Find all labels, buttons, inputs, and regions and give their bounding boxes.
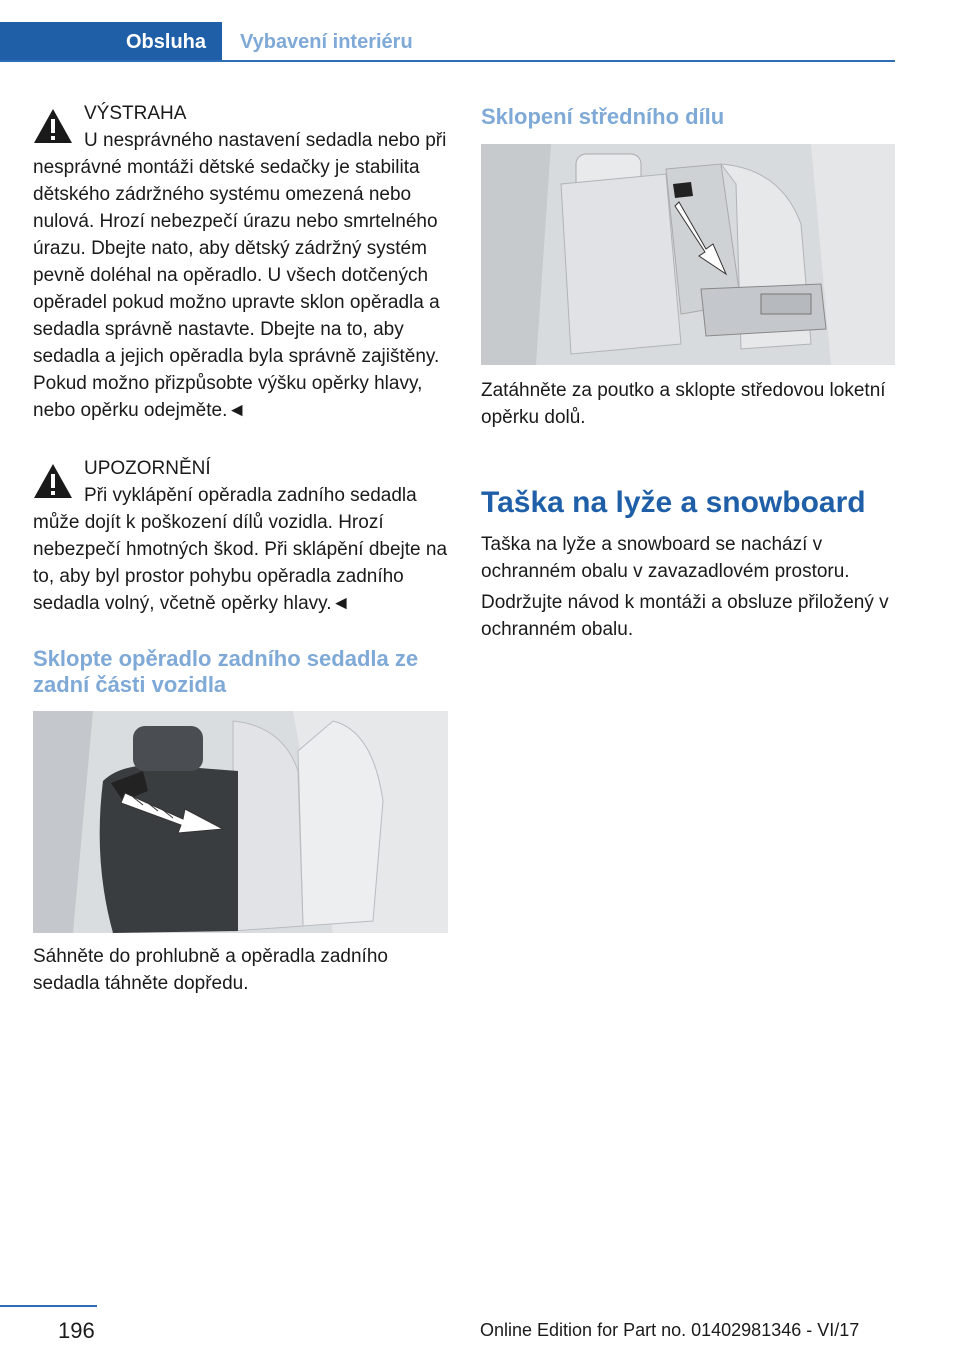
caption-sklopte-operadlo: Sáhněte do prohlubně a opěradla zadního sedadla táhněte dopředu. <box>33 946 388 994</box>
section-title-sklopte-operadlo: Sklopte opěradlo zadního sedadla ze zadní části vozidla <box>33 646 419 697</box>
header-tab-obsluha[interactable]: Obsluha <box>0 22 222 62</box>
section-title-sklopeni-stredniho-dilu: Sklopení středního dílu <box>481 104 725 129</box>
warning-text: Při vyklápění opěradla zadního sedadla může dojít k poškození dílů vozidla. Hrozí nebezpečí hmotných škod. Při sklápění dbejte na to, aby byl prostor pohybu opěradla zadního sedadla volný, včetně opěrky hlavy.◄ <box>33 485 448 614</box>
footer-rule <box>0 1305 97 1307</box>
armrest-illustration <box>481 144 895 365</box>
header-tab-vybaveni-interieru[interactable]: Vybavení interiéru <box>240 31 413 53</box>
page-number: 196 <box>58 1318 95 1343</box>
edition-text: Online Edition for Part no. 01402981346 - VI/17 <box>480 1320 860 1340</box>
warning-triangle-icon <box>33 108 73 144</box>
warning-box-vystraha <box>33 100 448 424</box>
caption-sklopeni-stredniho-dilu: Zatáhněte za poutko a sklopte středovou loketní opěrku dolů. <box>481 380 886 428</box>
paragraph-taska-instructions: Dodržujte návod k montáži a obsluze přiložený v ochranném obalu. <box>481 592 889 640</box>
figure-rear-seat-backrest <box>33 711 448 933</box>
header-underline <box>0 60 895 62</box>
warning-title: VÝSTRAHA <box>84 103 187 124</box>
warning-box-upozorneni <box>33 455 448 617</box>
warning-text: U nesprávného nastavení sedadla nebo při nesprávné montáži dětské sedačky je stabilita dětského zádržného systému omezená nebo nulová. Hrozí nebezpečí úrazu nebo smrtelného úrazu. Dbejte nato, aby dětský zádržný systém pevně doléhal na opěradlo. U všech dotčených opěradel pokud možno upravte sklon opěradla a sedadla správně nastavte. Dbejte na to, aby sedadla a jejich opěradla byla správně zajištěny. Pokud možno přizpůsobte výšku opěrky hlavy, nebo opěrku odejměte.◄ <box>33 130 447 421</box>
page-header <box>0 0 960 62</box>
paragraph-taska-location: Taška na lyže a snowboard se nachází v ochranném obalu v zavazadlovém prostoru. <box>481 534 850 582</box>
rear-seat-illustration <box>33 711 448 933</box>
figure-center-armrest <box>481 144 895 365</box>
warning-triangle-icon <box>33 463 73 499</box>
warning-title: UPOZORNĚNÍ <box>84 458 211 479</box>
heading-taska-na-lyze: Taška na lyže a snowboard <box>481 486 866 519</box>
